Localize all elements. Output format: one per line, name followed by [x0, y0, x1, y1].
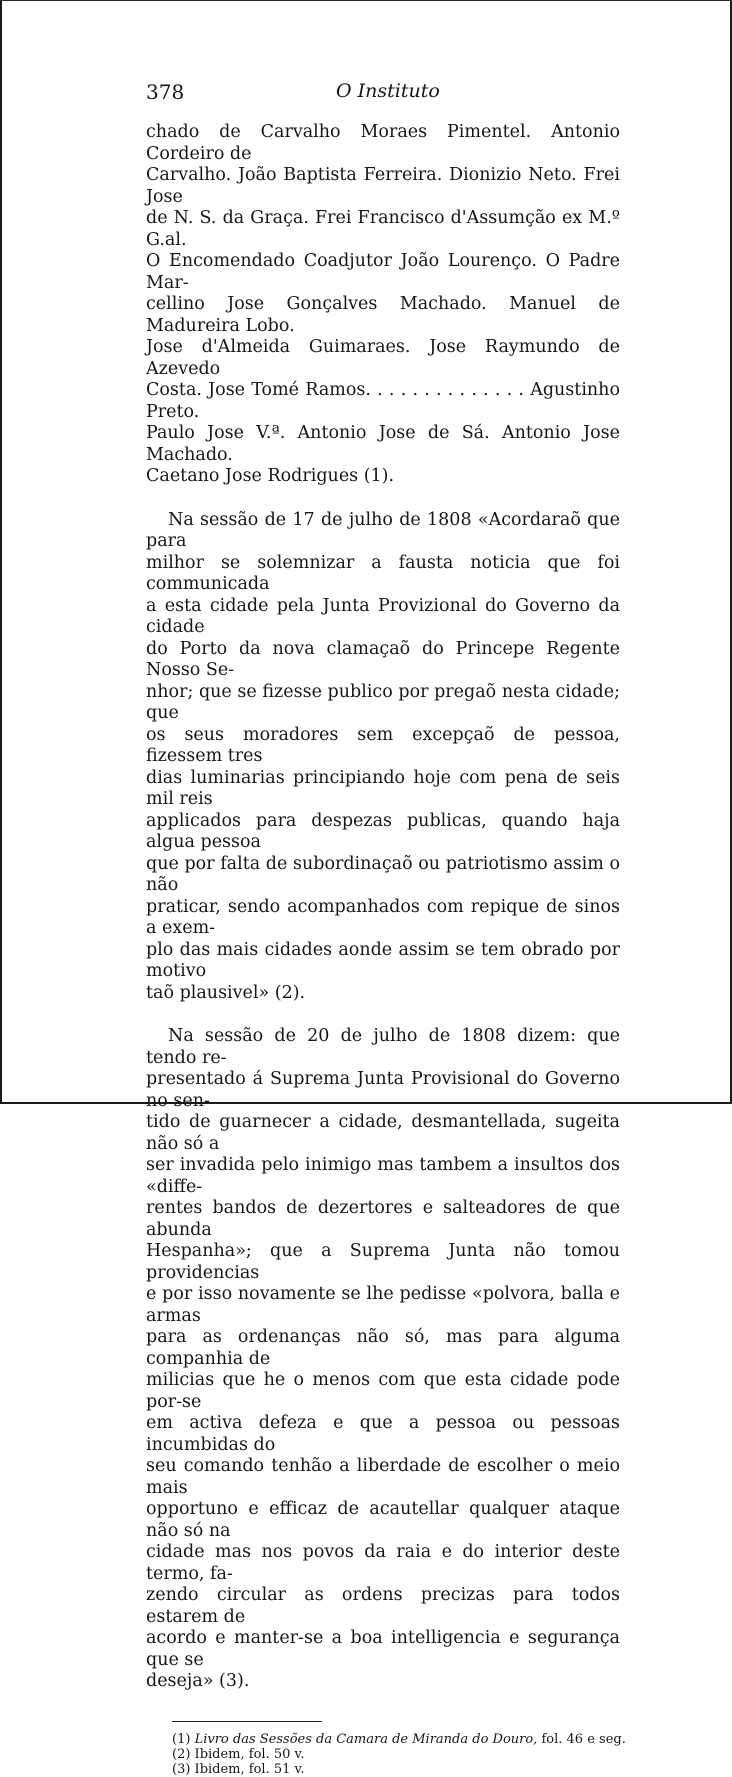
- footnote-text: fol. 46 e seg.: [537, 1731, 626, 1747]
- footnote-text: Ibidem, fol. 51 v.: [190, 1761, 305, 1777]
- footnote-rule: [172, 1721, 322, 1722]
- footnote-source-title: Livro das Sessões da Camara de Miranda do Douro,: [194, 1731, 538, 1747]
- paragraph-names-list: chado de Carvalho Moraes Pimentel. Antonio Cordeiro de Carvalho. João Baptista Ferreira. Dionizio Neto. Frei Jose de N. S. da Graça. Frei Francisco d'Assumção ex M.º G.al. O Encomendado Coadjutor João Lourenço. O Padre Mar- cellino Jose Gonçalves Machado. Manuel de Madureira Lobo. Jose d'Almeida Guimaraes. Jose Raymundo de Azevedo Costa. Jose Tomé Ramos. . . . . . . . . . . . . . Agustinho Preto. Paulo Jose V.ª. Antonio Jose de Sá. Antonio Jose Machado. Caetano Jose Rodrigues (1).: [146, 122, 620, 486]
- running-title: O Instituto: [336, 80, 440, 102]
- footnote-text: Ibidem, fol. 50 v.: [190, 1746, 305, 1762]
- footnote-marker: (1): [172, 1731, 191, 1747]
- footnote-3: [172, 1762, 620, 1777]
- footnote-1: [172, 1731, 626, 1747]
- page-header: [146, 80, 620, 106]
- book-page: [146, 80, 626, 1777]
- footnote-2: [172, 1747, 620, 1762]
- footnote-marker: (3): [172, 1761, 191, 1777]
- footnote-marker: (2): [172, 1746, 191, 1762]
- footnotes: [172, 1731, 626, 1777]
- page-number: 378: [146, 80, 185, 104]
- paragraph-session-17-july: Na sessão de 17 de julho de 1808 «Acordaraõ que para milhor se solemnizar a fausta noticia que foi communicada a esta cidade pela Junta Provizional do Governo da cidade do Porto da nova clamaçaõ do Princepe Regente Nosso Se- nhor; que se fizesse publico por pregaõ nesta cidade; que os seus moradores sem excepçaõ de pessoa, fizessem tres dias luminarias principiando hoje com pena de seis mil reis applicados para despezas publicas, quando haja algua pessoa que por falta de subordinaçaõ ou patriotismo assim o não praticar, sendo acompanhados com repique de sinos a exem- plo das mais cidades aonde assim se tem obrado por motivo taõ plausivel» (2).: [146, 509, 620, 1003]
- paragraph-session-20-july: Na sessão de 20 de julho de 1808 dizem: que tendo re- presentado á Suprema Junta Provisional do Governo no sen- tido de guarnecer a cidade, desmantellada, sugeita não só a ser invadida pelo inimigo mas tambem a insultos dos «diffe- rentes bandos de dezertores e salteadores de que abunda Hespanha»; que a Suprema Junta não tomou providencias e por isso novamente se lhe pedisse «polvora, balla e armas para as ordenanças não só, mas para alguma companhia de milicias que he o menos com que esta cidade pode por-se em activa defeza e que a pessoa ou pessoas incumbidas do seu comando tenhão a liberdade de escolher o meio mais opportuno e efficaz de acautellar qualquer ataque não só na cidade mas nos povos da raia e do interior deste termo, fa- zendo circular as ordens precizas para todos estarem de acordo e manter-se a boa intelligencia e segurança que se deseja» (3).: [146, 1026, 620, 1691]
